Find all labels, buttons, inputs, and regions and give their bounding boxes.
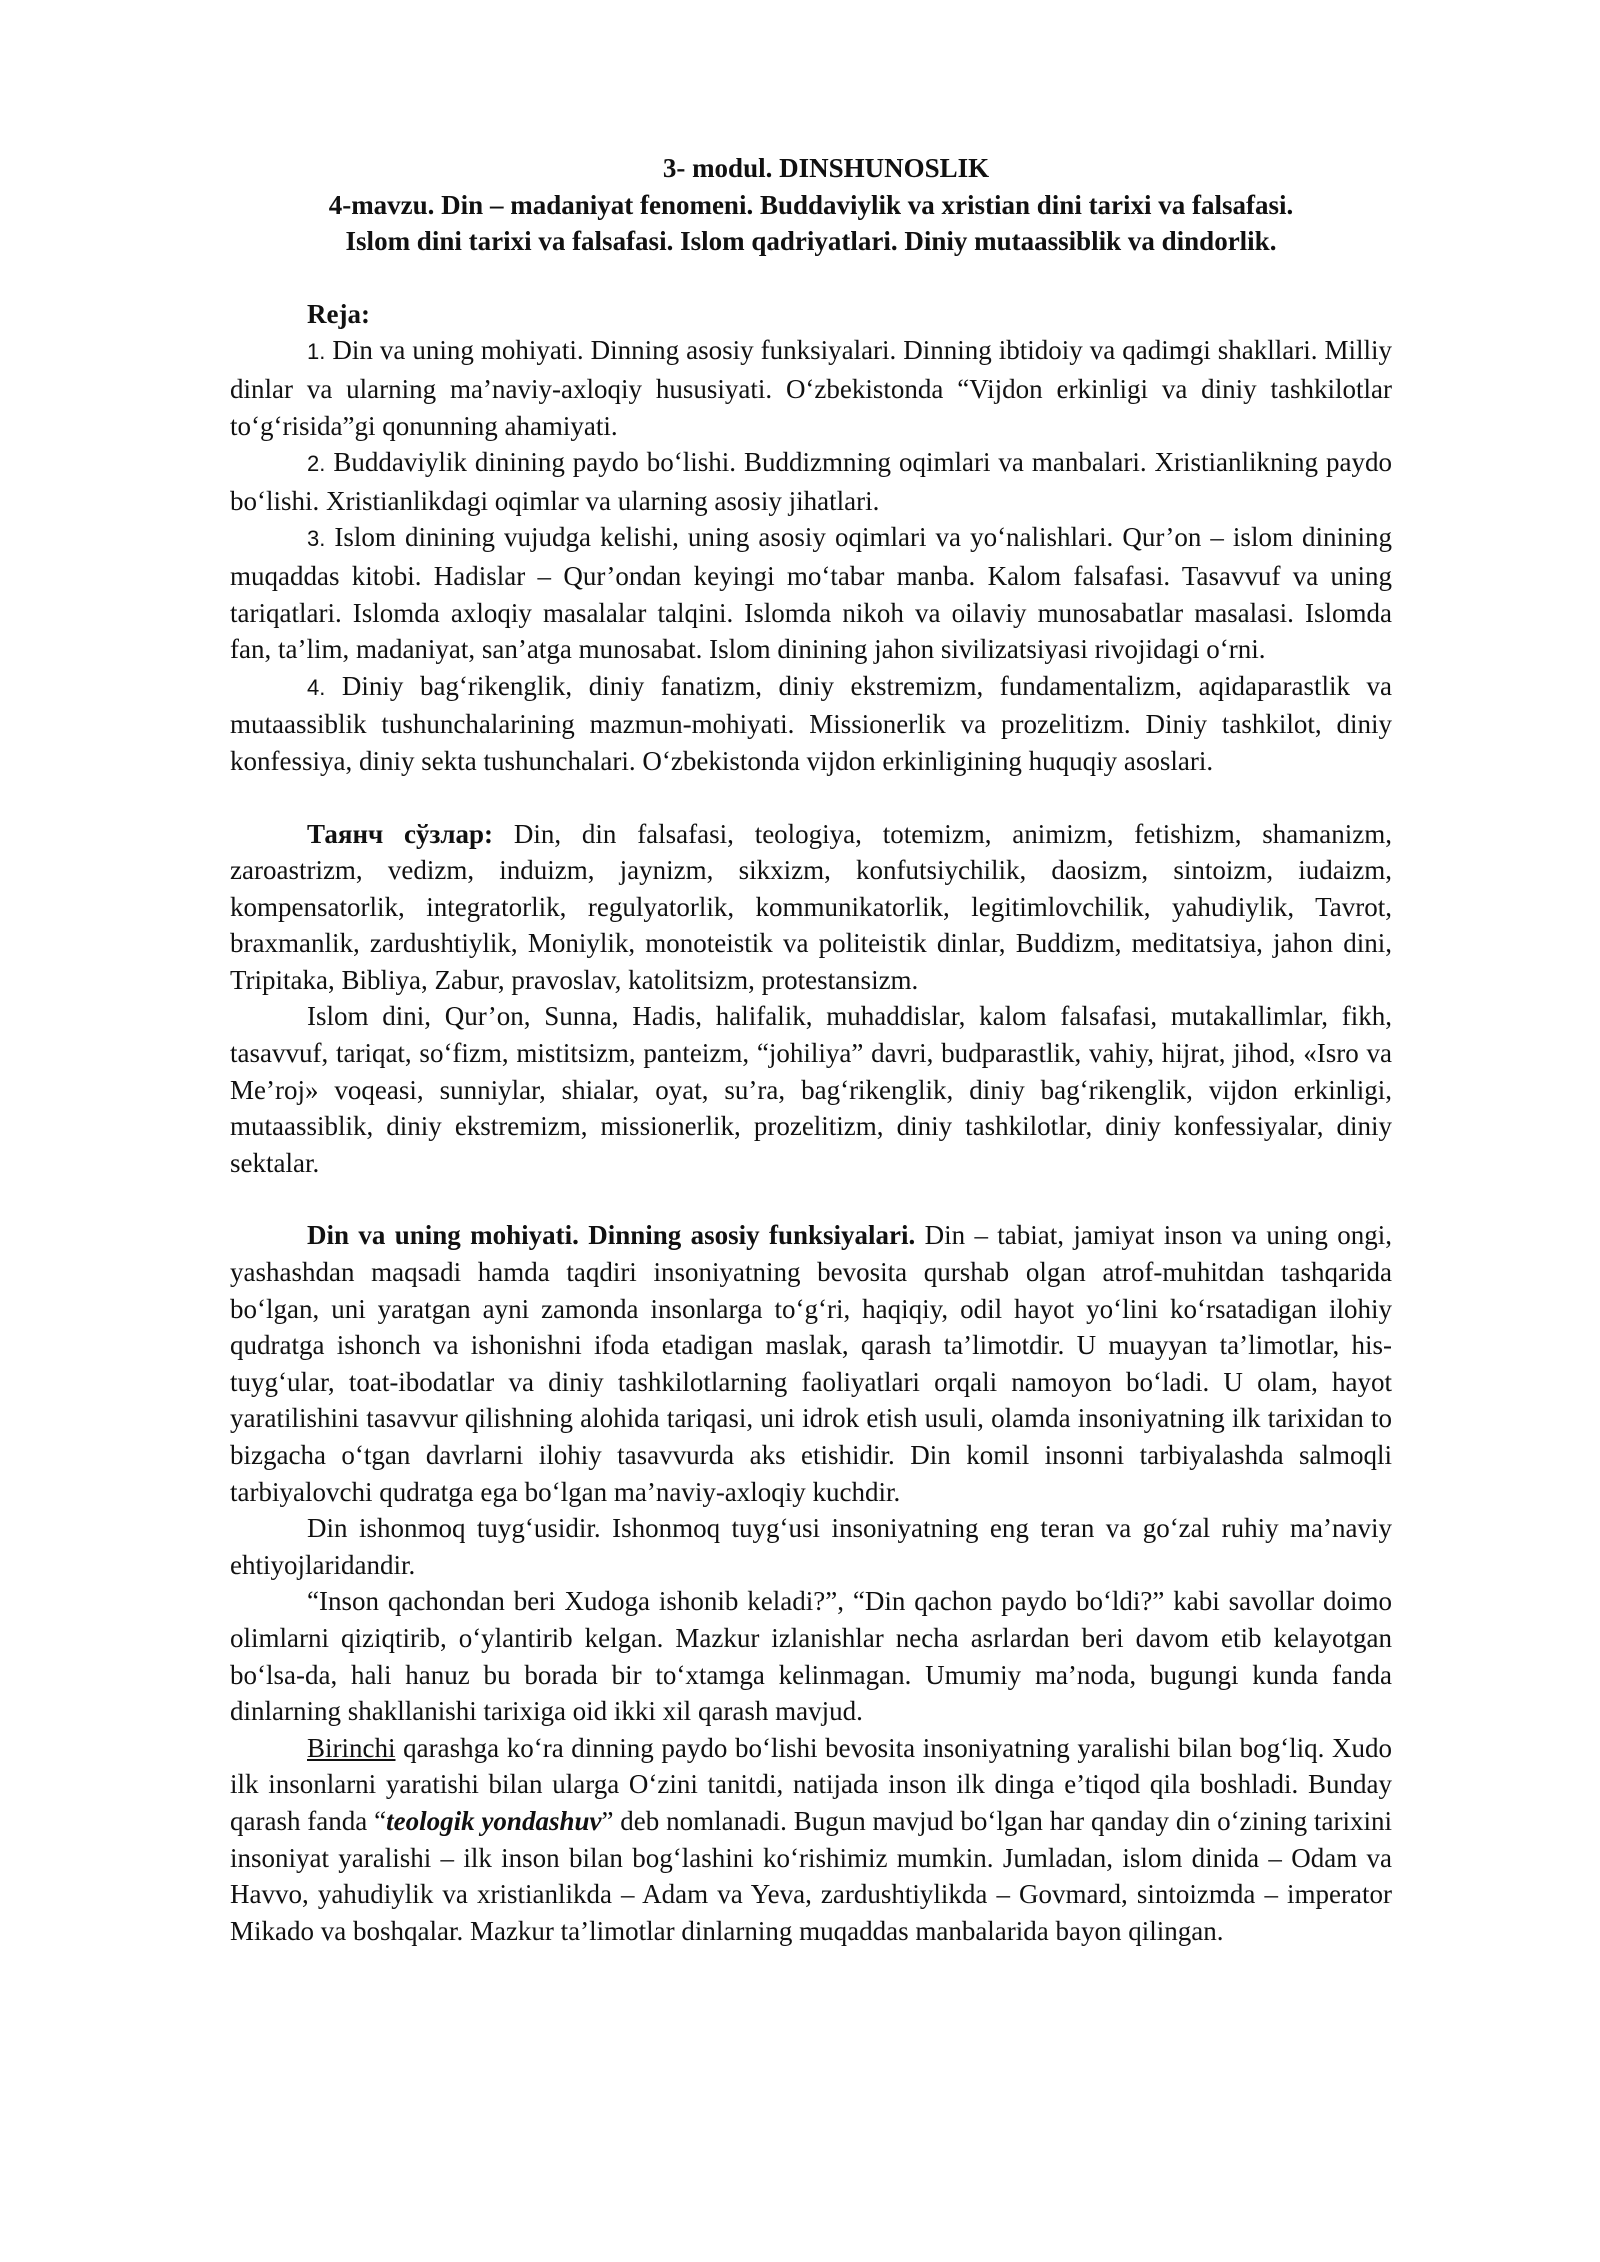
plan-item-number: 2. bbox=[307, 451, 326, 477]
plan-item-text: Islom dinining vujudga kelishi, uning asosiy oqimlari va yo‘nalishlari. Qur’on – islom dinining muqaddas kitobi. Hadislar – Qur’ondan keyingi mo‘tabar manba. Kalom falsafasi. Tasavvuf va uning tariqatlari. Islomda axloqiy masalalar talqini. Islomda nikoh va oilaviy munosabatlar masalasi. Islomda fan, ta’lim, madaniyat, san’atga munosabat. Islom dinining jahon sivilizatsiyasi rivojidagi o‘rni. bbox=[230, 522, 1393, 665]
plan-item-2 bbox=[230, 444, 1392, 519]
body-paragraph-4 bbox=[230, 1730, 1392, 1950]
topic-title-line-2: Islom dini tarixi va falsafasi. Islom qadriyatlari. Diniy mutaassiblik va dindorlik. bbox=[345, 226, 1277, 257]
plan-item-4 bbox=[230, 668, 1392, 780]
underlined-word: Birinchi bbox=[307, 1732, 396, 1763]
paragraph-text: Din – tabiat, jamiyat inson va uning ongi, yashashdan maqsadi hamda taqdiri insoniyatning bevosita qurshab olgan atrof-muhitdan tashqarida bo‘lgan, uni yaratgan ayni zamonda insonlarga to‘g‘ri, haqiqiy, odil hayot yo‘lini ko‘rsatadigan ilohiy qudratga ishonch va ishonishni ifoda etadigan maslak, qarash ta’limotdir. U muayyan ta’limotlar, his-tuyg‘ular, toat-ibodatlar va diniy tashkilotlarning faoliyatlari orqali namoyon bo‘ladi. U olam, hayot yaratilishini tasavvur qilishning alohida tariqasi, uni idrok etish usuli, olamda insoniyatning ilk tarixidan to bizgacha o‘tgan davrlarni ilohiy tasavvurda aks etishidir. Din komil insonni tarbiyalashda salmoqli tarbiyalovchi qudratga ega bo‘lgan ma’naviy-axloqiy kuchdir. bbox=[230, 1220, 1392, 1507]
topic-title-line-1: 4-mavzu. Din – madaniyat fenomeni. Buddaviylik va xristian dini tarixi va falsafasi. bbox=[328, 189, 1294, 220]
plan-item-text: Diniy bag‘rikenglik, diniy fanatizm, diniy ekstremizm, fundamentalizm, aqidaparastlik va mutaassiblik tushunchalarining mazmun-mohiyati. Missionerlik va prozelitizm. Diniy tashkilot, diniy konfessiya, diniy sekta tushunchalari. O‘zbekistonda vijdon erkinligining huquqiy asoslari. bbox=[230, 670, 1392, 776]
plan-title: Reja: bbox=[307, 298, 370, 329]
keywords-paragraph-1 bbox=[230, 816, 1392, 999]
plan-item-3 bbox=[230, 519, 1392, 667]
plan-item-1 bbox=[230, 332, 1392, 444]
plan-item-text: Buddaviylik dinining paydo bo‘lishi. Buddizmning oqimlari va manbalari. Xristianlikning paydo bo‘lishi. Xristianlikdagi oqimlar va ularning asosiy jihatlari. bbox=[230, 447, 1393, 516]
plan-item-number: 4. bbox=[307, 674, 326, 700]
plan-item-text: Din va uning mohiyati. Dinning asosiy funksiyalari. Dinning ibtidoiy va qadimgi shakllari. Milliy dinlar va ularning ma’naviy-axloqiy hususiyati. O‘zbekistonda “Vijdon erkinligi va diniy tashkilotlar to‘g‘risida”gi qonunning ahamiyati. bbox=[230, 335, 1392, 441]
paragraph-text: qarashga ko‘ra dinning paydo bo‘lishi bevosita insoniyatning yaralishi bilan bog‘liq. Xudo ilk insonlarni yaratishi bilan ularga O‘zini tanitdi, natijada inson ilk dinga e’tiqod qila boshladi. Bunday qarash fanda “ bbox=[230, 1732, 1392, 1836]
keywords-text: Din, din falsafasi, teologiya, totemizm, animizm, fetishizm, shamanizm, zaroastrizm, vedizm, induizm, jaynizm, sikxizm, konfutsiychilik, daosizm, sintoizm, iudaizm, kompensatorlik, integratorlik, regulyatorlik, kommunikatorlik, legitimlovchilik, yahudiylik, Tavrot, braxmanlik, zardushtiylik, Moniylik, monoteistik va politeistik dinlar, Buddizm, meditatsiya, jahon dini, Tripitaka, Bibliya, Zabur, pravoslav, katolitsizm, protestansizm. bbox=[230, 818, 1393, 995]
emphasized-term: teologik yondashuv bbox=[386, 1805, 602, 1836]
plan-item-number: 1. bbox=[307, 339, 326, 365]
body-paragraph-1 bbox=[230, 1217, 1392, 1510]
document-page bbox=[230, 150, 1392, 1949]
body-paragraph-2: Din ishonmoq tuyg‘usidir. Ishonmoq tuyg‘usi insoniyatning eng teran va go‘zal ruhiy ma’naviy ehtiyojlaridandir. bbox=[230, 1513, 1392, 1580]
paragraph-text: ” deb nomlanadi. Bugun mavjud bo‘lgan har qanday din o‘zining tarixini insoniyat yaralishi – ilk inson bilan bog‘lashini ko‘rishimiz mumkin. Jumladan, islom dinida – Odam va Havvo, yahudiylik va xristianlikda – Adam va Yeva, zardushtiylikda – Govmard, sintoizmda – imperator Mikado va boshqalar. Mazkur ta’limotlar dinlarning muqaddas manbalarida bayon qilingan. bbox=[230, 1805, 1392, 1946]
keywords-label: Таянч сўзлар: bbox=[307, 818, 494, 849]
keywords-paragraph-2: Islom dini, Qur’on, Sunna, Hadis, halifalik, muhaddislar, kalom falsafasi, mutakallimlar, fikh, tasavvuf, tariqat, so‘fizm, mistitsizm, panteizm, “johiliya” davri, budparastlik, vahiy, hijrat, jihod, «Isro va Me’roj» voqeasi, sunniylar, shialar, oyat, su’ra, bag‘rikenglik, diniy bag‘rikenglik, vijdon erkinligi, mutaassiblik, diniy ekstremizm, missionerlik, prozelitizm, diniy tashkilotlar, diniy konfessiyalar, diniy sektalar. bbox=[230, 1001, 1392, 1178]
body-paragraph-3: “Inson qachondan beri Xudoga ishonib keladi?”, “Din qachon paydo bo‘ldi?” kabi savollar doimo olimlarni qiziqtirib, o‘ylantirib kelgan. Mazkur izlanishlar necha asrlardan beri davom etib kelayotgan bo‘lsa-da, hali hanuz bu borada bir to‘xtamga kelinmagan. Umumiy ma’noda, bugungi kunda fanda dinlarning shakllanishi tarixiga oid ikki xil qarash mavjud. bbox=[230, 1586, 1392, 1727]
plan-item-number: 3. bbox=[307, 526, 326, 552]
module-title: 3- modul. DINSHUNOSLIK bbox=[662, 153, 990, 183]
section-title: Din va uning mohiyati. Dinning asosiy funksiyalari. bbox=[307, 1220, 916, 1251]
